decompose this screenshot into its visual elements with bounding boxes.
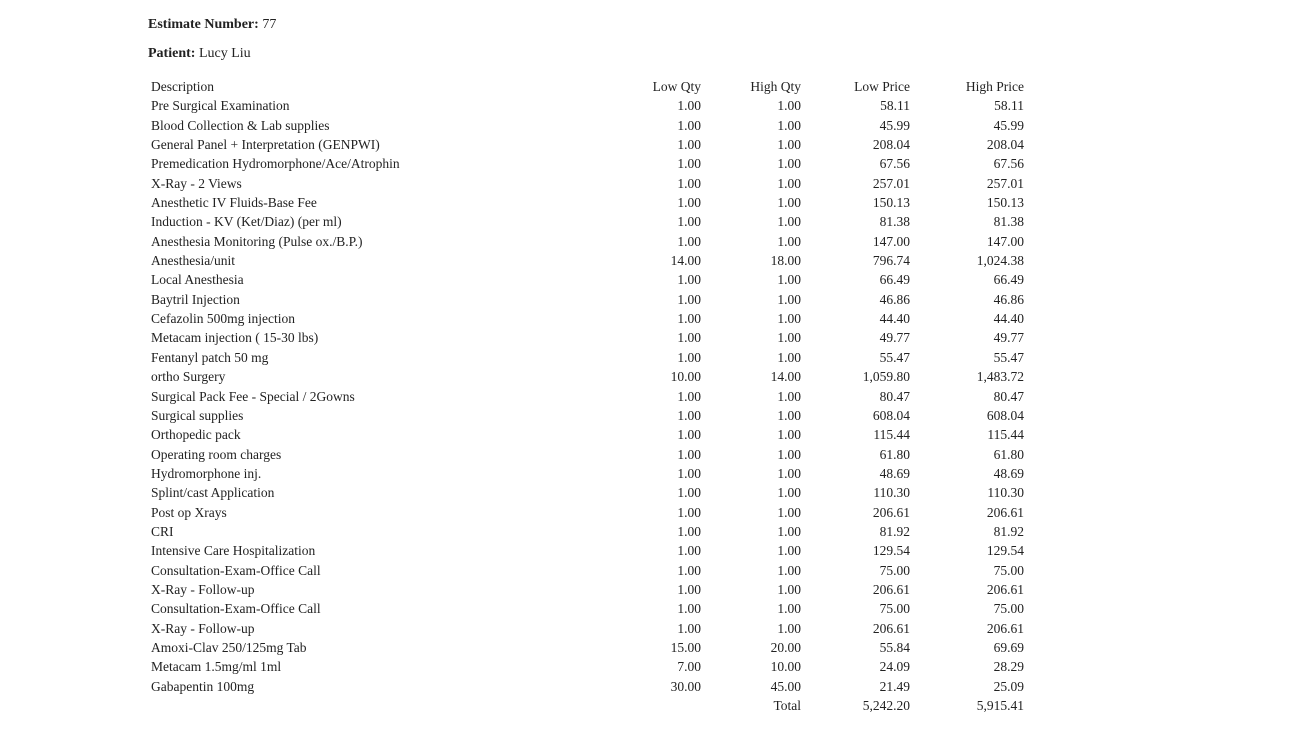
- cell-low-qty: 1.00: [677, 601, 701, 617]
- cell-low-qty: 1.00: [677, 446, 701, 462]
- cell-high-price: 1,024.38: [976, 253, 1024, 269]
- cell-high-qty: 1.00: [777, 117, 801, 133]
- table-row: [148, 677, 1024, 696]
- cell-description: Amoxi-Clav 250/125mg Tab: [151, 639, 307, 655]
- cell-high-price: 80.47: [993, 388, 1024, 404]
- table-row: [148, 116, 1024, 135]
- total-spacer: [148, 696, 618, 715]
- cell-high-price: 206.61: [986, 504, 1024, 520]
- table-row: [148, 619, 1024, 638]
- total-label: Total: [773, 698, 801, 713]
- cell-description: Post op Xrays: [151, 504, 227, 520]
- cell-low-price: 67.56: [879, 156, 910, 172]
- cell-high-qty: 1.00: [777, 214, 801, 230]
- table-row: [148, 348, 1024, 367]
- table-row: [148, 580, 1024, 599]
- cell-low-price: 129.54: [872, 543, 910, 559]
- cell-description: Splint/cast Application: [151, 485, 275, 501]
- cell-low-qty: 1.00: [677, 195, 701, 211]
- cell-high-qty: 1.00: [777, 485, 801, 501]
- cell-high-qty: 1.00: [777, 195, 801, 211]
- header-high-qty: High Qty: [750, 79, 801, 94]
- estimate-number-value: 77: [262, 17, 277, 32]
- cell-high-price: 75.00: [993, 562, 1024, 578]
- cell-low-price: 24.09: [879, 659, 910, 675]
- cell-description: X-Ray - Follow-up: [151, 620, 255, 636]
- cell-high-qty: 1.00: [777, 311, 801, 327]
- cell-high-qty: 1.00: [777, 98, 801, 114]
- cell-high-qty: 1.00: [777, 137, 801, 153]
- cell-low-price: 1,059.80: [862, 369, 910, 385]
- total-high-price: 5,915.41: [976, 698, 1024, 713]
- cell-description: Anesthesia Monitoring (Pulse ox./B.P.): [151, 233, 363, 249]
- table-row: [148, 425, 1024, 444]
- cell-high-price: 45.99: [993, 117, 1024, 133]
- cell-high-qty: 1.00: [777, 291, 801, 307]
- cell-low-qty: 1.00: [677, 175, 701, 191]
- cell-high-qty: 1.00: [777, 562, 801, 578]
- cell-low-price: 206.61: [872, 620, 910, 636]
- cell-low-qty: 1.00: [677, 330, 701, 346]
- cell-low-price: 796.74: [872, 253, 910, 269]
- patient-name: Lucy Liu: [198, 46, 251, 61]
- table-row: [148, 483, 1024, 502]
- cell-low-price: 257.01: [872, 175, 910, 191]
- cell-description: Local Anesthesia: [151, 272, 244, 288]
- table-row: [148, 174, 1024, 193]
- cell-high-price: 608.04: [986, 407, 1024, 423]
- estimate-number-line: [148, 16, 276, 34]
- cell-high-qty: 1.00: [777, 601, 801, 617]
- table-row: [148, 387, 1024, 406]
- cell-low-qty: 1.00: [677, 156, 701, 172]
- table-row: [148, 657, 1024, 676]
- table-row: [148, 290, 1024, 309]
- cell-high-price: 44.40: [993, 311, 1024, 327]
- cell-low-price: 81.38: [879, 214, 910, 230]
- cell-description: X-Ray - Follow-up: [151, 581, 255, 597]
- cell-low-qty: 1.00: [677, 465, 701, 481]
- cell-high-price: 110.30: [987, 485, 1024, 501]
- cell-low-qty: 1.00: [677, 291, 701, 307]
- cell-description: General Panel + Interpretation (GENPWI): [151, 137, 380, 153]
- cell-description: CRI: [151, 523, 174, 539]
- table-row: [148, 270, 1024, 289]
- cell-high-price: 81.38: [993, 214, 1024, 230]
- table-row: [148, 96, 1024, 115]
- cell-low-qty: 1.00: [677, 214, 701, 230]
- table-row: [148, 638, 1024, 657]
- cell-high-price: 49.77: [993, 330, 1024, 346]
- cell-description: Hydromorphone inj.: [151, 465, 262, 481]
- cell-description: Anesthetic IV Fluids-Base Fee: [151, 195, 317, 211]
- cell-high-qty: 1.00: [777, 330, 801, 346]
- cell-low-qty: 14.00: [670, 253, 701, 269]
- cell-high-price: 206.61: [986, 620, 1024, 636]
- cell-high-qty: 45.00: [770, 678, 801, 694]
- cell-description: Operating room charges: [151, 446, 282, 462]
- cell-low-price: 48.69: [879, 465, 910, 481]
- cell-high-price: 46.86: [993, 291, 1024, 307]
- cell-high-price: 28.29: [993, 659, 1024, 675]
- cell-low-price: 206.61: [872, 504, 910, 520]
- table-row: [148, 503, 1024, 522]
- cell-low-price: 61.80: [879, 446, 910, 462]
- cell-high-qty: 1.00: [777, 349, 801, 365]
- cell-low-qty: 1.00: [677, 581, 701, 597]
- cell-high-price: 147.00: [986, 233, 1024, 249]
- table-row: [148, 464, 1024, 483]
- cell-low-qty: 7.00: [677, 659, 701, 675]
- cell-description: Metacam 1.5mg/ml 1ml: [151, 659, 282, 675]
- cell-high-qty: 1.00: [777, 543, 801, 559]
- cell-description: Pre Surgical Examination: [151, 98, 290, 114]
- cell-high-price: 257.01: [986, 175, 1024, 191]
- cell-high-price: 55.47: [993, 349, 1024, 365]
- total-spacer: [618, 696, 701, 715]
- cell-description: Gabapentin 100mg: [151, 678, 255, 694]
- cell-low-price: 55.84: [879, 639, 910, 655]
- cell-description: Surgical Pack Fee - Special / 2Gowns: [151, 388, 355, 404]
- cell-high-qty: 1.00: [777, 446, 801, 462]
- cell-description: Surgical supplies: [151, 407, 244, 423]
- estimate-table: [148, 77, 1024, 715]
- cell-low-qty: 1.00: [677, 117, 701, 133]
- cell-low-price: 81.92: [879, 523, 910, 539]
- cell-low-qty: 1.00: [677, 407, 701, 423]
- cell-high-price: 75.00: [993, 601, 1024, 617]
- cell-high-qty: 1.00: [777, 272, 801, 288]
- cell-high-price: 48.69: [993, 465, 1024, 481]
- cell-high-price: 150.13: [986, 195, 1024, 211]
- cell-low-price: 80.47: [879, 388, 910, 404]
- table-header-row: [148, 77, 1024, 96]
- cell-low-qty: 1.00: [677, 388, 701, 404]
- header-low-price: Low Price: [854, 79, 910, 94]
- table-row: [148, 561, 1024, 580]
- cell-high-price: 61.80: [993, 446, 1024, 462]
- table-row: [148, 599, 1024, 618]
- cell-high-price: 1,483.72: [976, 369, 1024, 385]
- cell-low-price: 208.04: [872, 137, 910, 153]
- cell-low-price: 21.49: [879, 678, 910, 694]
- cell-high-qty: 1.00: [777, 581, 801, 597]
- cell-low-price: 45.99: [879, 117, 910, 133]
- cell-description: Blood Collection & Lab supplies: [151, 117, 330, 133]
- cell-high-qty: 1.00: [777, 407, 801, 423]
- table-row: [148, 328, 1024, 347]
- cell-low-price: 75.00: [879, 601, 910, 617]
- header-description: Description: [151, 79, 214, 94]
- cell-high-price: 81.92: [993, 523, 1024, 539]
- cell-low-qty: 1.00: [677, 620, 701, 636]
- cell-high-qty: 1.00: [777, 620, 801, 636]
- cell-low-price: 49.77: [879, 330, 910, 346]
- cell-low-qty: 1.00: [677, 427, 701, 443]
- cell-low-qty: 1.00: [677, 523, 701, 539]
- cell-low-price: 46.86: [879, 291, 910, 307]
- cell-high-qty: 1.00: [777, 465, 801, 481]
- cell-low-price: 608.04: [872, 407, 910, 423]
- cell-low-price: 206.61: [872, 581, 910, 597]
- total-low-price: 5,242.20: [862, 698, 910, 713]
- table-row: [148, 232, 1024, 251]
- cell-low-price: 110.30: [873, 485, 910, 501]
- cell-low-qty: 1.00: [677, 349, 701, 365]
- cell-high-qty: 1.00: [777, 156, 801, 172]
- cell-low-qty: 1.00: [677, 562, 701, 578]
- cell-high-qty: 1.00: [777, 523, 801, 539]
- table-row: [148, 522, 1024, 541]
- cell-high-price: 66.49: [993, 272, 1024, 288]
- cell-low-qty: 10.00: [670, 369, 701, 385]
- cell-low-qty: 1.00: [677, 233, 701, 249]
- cell-high-price: 206.61: [986, 581, 1024, 597]
- cell-low-price: 75.00: [879, 562, 910, 578]
- cell-low-qty: 1.00: [677, 272, 701, 288]
- cell-description: Intensive Care Hospitalization: [151, 543, 316, 559]
- cell-low-price: 58.11: [880, 98, 910, 114]
- cell-low-qty: 30.00: [670, 678, 701, 694]
- table-row: [148, 406, 1024, 425]
- cell-description: Orthopedic pack: [151, 427, 241, 443]
- cell-description: Metacam injection ( 15-30 lbs): [151, 330, 319, 346]
- cell-high-price: 67.56: [993, 156, 1024, 172]
- cell-description: X-Ray - 2 Views: [151, 175, 242, 191]
- cell-low-price: 66.49: [879, 272, 910, 288]
- cell-high-qty: 1.00: [777, 427, 801, 443]
- cell-description: Consultation-Exam-Office Call: [151, 562, 321, 578]
- cell-high-price: 58.11: [994, 98, 1024, 114]
- table-row: [148, 251, 1024, 270]
- cell-low-qty: 1.00: [677, 543, 701, 559]
- cell-description: Cefazolin 500mg injection: [151, 311, 295, 327]
- table-row: [148, 309, 1024, 328]
- cell-high-price: 25.09: [993, 678, 1024, 694]
- cell-high-qty: 1.00: [777, 388, 801, 404]
- patient-label: Patient:: [148, 46, 196, 61]
- total-row: [148, 696, 1024, 715]
- cell-high-qty: 1.00: [777, 504, 801, 520]
- cell-description: ortho Surgery: [151, 369, 226, 385]
- cell-high-qty: 10.00: [770, 659, 801, 675]
- cell-high-qty: 1.00: [777, 175, 801, 191]
- table-row: [148, 445, 1024, 464]
- table-row: [148, 193, 1024, 212]
- table-row: [148, 212, 1024, 231]
- cell-low-price: 115.44: [873, 427, 910, 443]
- cell-low-qty: 1.00: [677, 504, 701, 520]
- cell-low-qty: 1.00: [677, 485, 701, 501]
- table-row: [148, 154, 1024, 173]
- cell-description: Premedication Hydromorphone/Ace/Atrophin: [151, 156, 400, 172]
- cell-description: Fentanyl patch 50 mg: [151, 349, 269, 365]
- cell-high-qty: 1.00: [777, 233, 801, 249]
- patient-line: [148, 45, 251, 63]
- cell-high-price: 69.69: [993, 639, 1024, 655]
- cell-low-qty: 15.00: [670, 639, 701, 655]
- cell-description: Baytril Injection: [151, 291, 240, 307]
- cell-high-qty: 14.00: [770, 369, 801, 385]
- cell-low-price: 147.00: [872, 233, 910, 249]
- header-low-qty: Low Qty: [652, 79, 701, 94]
- cell-low-qty: 1.00: [677, 98, 701, 114]
- estimate-number-label: Estimate Number:: [148, 17, 259, 32]
- cell-low-qty: 1.00: [677, 311, 701, 327]
- cell-high-price: 129.54: [986, 543, 1024, 559]
- table-row: [148, 541, 1024, 560]
- cell-low-price: 150.13: [872, 195, 910, 211]
- table-body: [148, 96, 1024, 696]
- table-row: [148, 367, 1024, 386]
- header-high-price: High Price: [965, 79, 1024, 94]
- table-row: [148, 135, 1024, 154]
- cell-high-price: 115.44: [987, 427, 1024, 443]
- cell-low-qty: 1.00: [677, 137, 701, 153]
- cell-description: Anesthesia/unit: [151, 253, 235, 269]
- cell-description: Induction - KV (Ket/Diaz) (per ml): [151, 214, 342, 230]
- cell-low-price: 55.47: [879, 349, 910, 365]
- cell-high-price: 208.04: [986, 137, 1024, 153]
- cell-high-qty: 18.00: [770, 253, 801, 269]
- cell-low-price: 44.40: [879, 311, 910, 327]
- cell-description: Consultation-Exam-Office Call: [151, 601, 321, 617]
- cell-high-qty: 20.00: [770, 639, 801, 655]
